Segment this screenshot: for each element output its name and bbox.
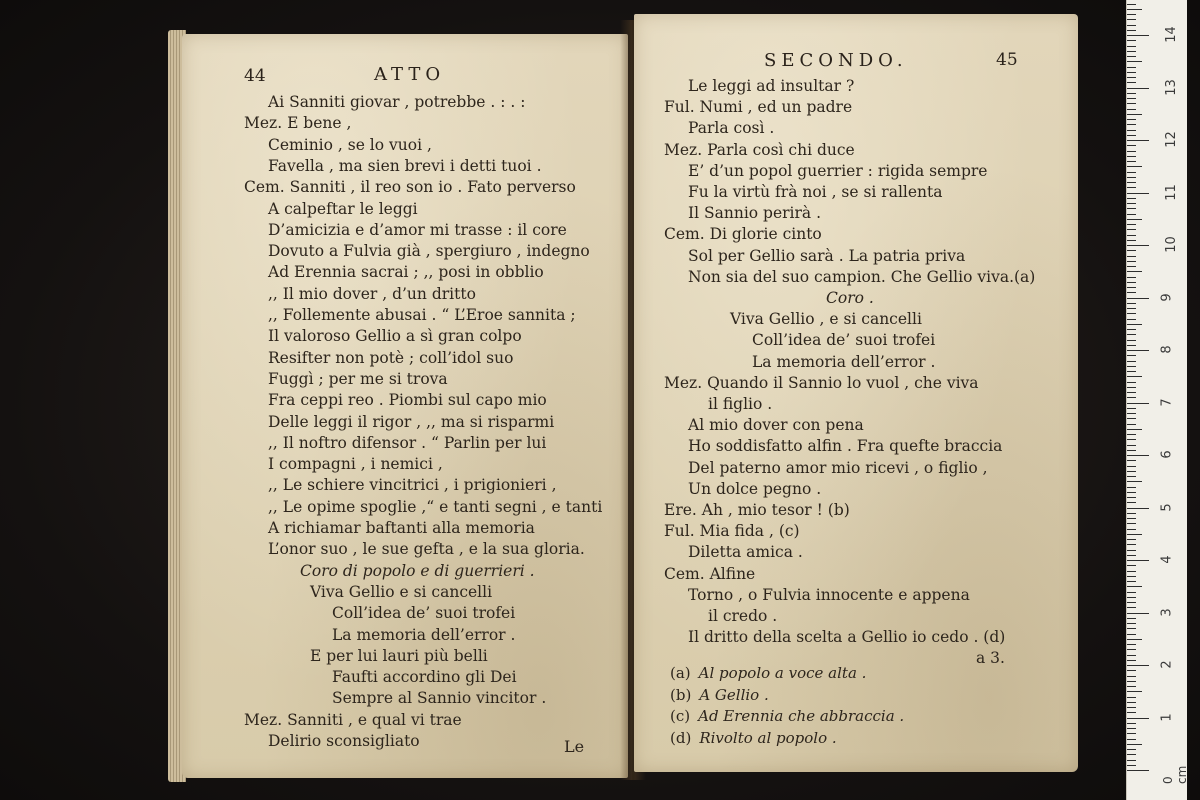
ruler-tick <box>1127 72 1136 73</box>
ruler-tick <box>1127 308 1136 309</box>
text-line: Ai Sanniti giovar , potrebbe . : . : <box>268 93 526 111</box>
ruler-tick <box>1127 156 1136 157</box>
text-line: il credo . <box>708 607 778 625</box>
ruler-tick <box>1127 418 1136 419</box>
ruler-tick <box>1127 560 1149 561</box>
ruler-tick <box>1127 119 1136 120</box>
ruler-tick <box>1127 497 1136 498</box>
speaker-line: Mez. Parla così chi duce <box>664 140 855 159</box>
text-line: A richiamar baftanti alla memoria <box>268 519 535 537</box>
ruler-tick <box>1127 592 1136 593</box>
text-line: La memoria dell’error . <box>752 352 936 371</box>
ruler-tick <box>1127 193 1149 194</box>
text-line: Favella , ma sien brevi i detti tuoi . <box>268 156 542 175</box>
stage-direction: Coro . <box>826 289 874 307</box>
ruler-tick <box>1127 235 1136 236</box>
text-line: Non sia del suo campion. Che Gellio viva.(a) <box>688 267 1036 286</box>
speaker-line: Ful. Numi , ed un padre <box>664 98 853 117</box>
text-line: I compagni , i nemici , <box>268 455 443 474</box>
ruler-tick <box>1127 271 1142 272</box>
text-line: Ho soddisfatto alfin . Fra quefte braccia <box>688 437 1003 456</box>
ruler-tick <box>1127 670 1136 671</box>
ruler-tick <box>1127 707 1136 708</box>
text-line: D’amicizia e d’amor mi trasse : il core <box>268 220 567 239</box>
page-number: 44 <box>244 66 266 86</box>
speaker-line: Mez. E bene , <box>244 114 352 133</box>
ruler-tick <box>1127 161 1136 162</box>
ruler-tick <box>1127 576 1136 577</box>
ruler-tick <box>1127 187 1136 188</box>
ruler-tick <box>1127 130 1136 131</box>
ruler-tick <box>1127 40 1136 41</box>
text-line: Le leggi ad insultar ? <box>688 77 855 95</box>
ruler-tick <box>1127 77 1136 78</box>
ruler-tick <box>1127 166 1142 167</box>
ruler-tick <box>1127 340 1136 341</box>
text-line: Diletta amica . <box>688 543 803 562</box>
ruler-tick <box>1127 319 1136 320</box>
ruler-tick <box>1127 345 1136 346</box>
ruler-tick <box>1127 172 1136 173</box>
ruler-tick <box>1127 177 1136 178</box>
ruler-tick <box>1127 82 1136 83</box>
ruler-tick <box>1127 245 1149 246</box>
ruler-tick <box>1127 324 1142 325</box>
text-line: La memoria dell’error . <box>332 625 516 644</box>
ruler-tick <box>1127 413 1136 414</box>
ruler-tick <box>1127 565 1136 566</box>
ruler-tick <box>1127 749 1136 750</box>
ruler-number: 3 <box>1159 607 1175 617</box>
ruler-tick <box>1127 765 1136 766</box>
ruler-tick <box>1127 702 1136 703</box>
ruler-tick <box>1127 151 1136 152</box>
ruler-tick <box>1127 739 1136 740</box>
ruler-tick <box>1127 250 1136 251</box>
ruler-tick <box>1127 266 1136 267</box>
ruler-tick <box>1127 203 1136 204</box>
ruler-tick <box>1127 303 1136 304</box>
ruler-number: 7 <box>1159 397 1175 407</box>
ruler-tick <box>1127 681 1136 682</box>
ruler-tick <box>1127 628 1136 629</box>
ruler-tick <box>1127 240 1136 241</box>
ruler-tick <box>1127 691 1142 692</box>
ruler-tick <box>1127 51 1136 52</box>
ruler-tick <box>1127 61 1142 62</box>
ruler-tick <box>1127 135 1136 136</box>
ruler-tick <box>1127 639 1142 640</box>
ruler-tick <box>1127 555 1136 556</box>
ruler-tick <box>1127 550 1136 551</box>
ruler-tick <box>1127 145 1136 146</box>
left-page <box>182 34 628 778</box>
text-line: Resifter non potè ; coll’idol suo <box>268 348 514 367</box>
ruler-tick <box>1127 208 1136 209</box>
ruler-tick <box>1127 256 1136 257</box>
text-line: Viva Gellio , e si cancelli <box>730 310 922 329</box>
text-line: Il valoroso Gellio a sì gran colpo <box>268 327 522 346</box>
ruler-tick <box>1127 508 1149 509</box>
ruler-tick <box>1127 9 1142 10</box>
ruler-tick <box>1127 634 1136 635</box>
ruler-tick <box>1127 613 1149 614</box>
right-page <box>634 14 1078 772</box>
speaker-line: Ere. Ah , mio tesor ! (b) <box>664 501 850 519</box>
text-line: il figlio . <box>708 395 773 413</box>
ruler-tick <box>1127 655 1136 656</box>
speaker-line: Cem. Alfine <box>664 564 756 583</box>
ruler-tick <box>1127 571 1136 572</box>
ruler-tick <box>1127 334 1136 335</box>
ruler-tick <box>1127 350 1149 351</box>
ruler-tick <box>1127 277 1136 278</box>
ruler-tick <box>1127 361 1136 362</box>
text-line: Sol per Gellio sarà . La patria priva <box>688 246 966 265</box>
ruler-tick <box>1127 471 1136 472</box>
ruler-number: 2 <box>1159 660 1175 669</box>
footnote-mark: (a) <box>670 664 691 682</box>
text-line: Dovuto a Fulvia già , spergiuro , indegno <box>268 242 590 261</box>
ruler-tick <box>1127 261 1136 262</box>
ruler-tick <box>1127 35 1149 36</box>
ruler-tick <box>1127 403 1149 404</box>
text-line: ,, Follemente abusai . “ L’Eroe sannita ; <box>268 306 576 324</box>
footnote-mark: (d) <box>670 728 692 747</box>
ruler-tick <box>1127 30 1136 31</box>
ruler-tick <box>1127 88 1149 89</box>
running-head: ATTO <box>374 64 446 85</box>
ruler-tick <box>1127 424 1136 425</box>
ruler-number: 5 <box>1159 502 1175 512</box>
ruler-tick <box>1127 529 1136 530</box>
ruler-tick <box>1127 644 1136 645</box>
ruler-tick <box>1127 581 1136 582</box>
text-line: ,, Il mio dover , d’un dritto <box>268 284 476 303</box>
ruler-tick <box>1127 607 1136 608</box>
ruler-tick <box>1127 770 1149 771</box>
page-number: 45 <box>996 50 1018 70</box>
ruler-tick <box>1127 712 1136 713</box>
ruler-tick <box>1127 124 1136 125</box>
ruler-tick <box>1127 754 1136 755</box>
text-line: A calpeftar le leggi <box>268 199 418 218</box>
ruler-tick <box>1127 224 1136 225</box>
text-line: Viva Gellio e si cancelli <box>310 582 493 601</box>
ruler-tick <box>1127 355 1136 356</box>
text-line: Ceminio , se lo vuoi , <box>268 135 432 154</box>
ruler-number: 11 <box>1163 183 1179 201</box>
text-line: Ad Erennia sacrai ; ,, posi in obblio <box>268 263 544 282</box>
speaker-line: Cem. Sanniti , il reo son io . Fato perverso <box>244 178 576 197</box>
ruler-tick <box>1127 282 1136 283</box>
footnote-text: A Gellio . <box>699 685 769 704</box>
ruler-tick <box>1127 103 1136 104</box>
text-line: a 3. <box>976 649 1005 668</box>
ruler-tick <box>1127 450 1136 451</box>
ruler-tick <box>1127 67 1136 68</box>
ruler-tick <box>1127 214 1136 215</box>
text-line: Coll’idea de’ suoi trofei <box>332 604 516 623</box>
footnote-mark: (b) <box>670 685 692 704</box>
ruler-tick <box>1127 460 1136 461</box>
ruler-tick <box>1127 140 1149 141</box>
footnote-text: Rivolto al popolo . <box>699 728 837 747</box>
ruler-tick <box>1127 198 1136 199</box>
ruler-number: 1 <box>1159 712 1175 722</box>
ruler-tick <box>1127 597 1136 598</box>
ruler-tick <box>1127 697 1136 698</box>
ruler-tick <box>1127 298 1149 299</box>
text-line: ,, Il noftro difensor . “ Parlin per lui <box>268 433 547 452</box>
ruler-number: 4 <box>1159 555 1175 564</box>
ruler-tick <box>1127 660 1136 661</box>
ruler-tick <box>1127 93 1136 94</box>
ruler-tick <box>1127 760 1136 761</box>
ruler-tick <box>1127 397 1136 398</box>
text-line: Fra ceppi reo . Piombi sul capo mio <box>268 391 547 410</box>
ruler-tick <box>1127 676 1136 677</box>
ruler-tick <box>1127 744 1142 745</box>
measuring-ruler <box>1126 0 1187 800</box>
text-line: Fuggì ; per me si trova <box>268 369 448 388</box>
ruler-tick <box>1127 114 1142 115</box>
text-line: Torno , o Fulvia innocente e appena <box>688 585 970 604</box>
ruler-tick <box>1127 733 1136 734</box>
text-line: Un dolce pegno . <box>688 479 822 498</box>
text-line: ,, Le schiere vincitrici , i prigionieri , <box>268 476 557 495</box>
ruler-tick <box>1127 455 1149 456</box>
ruler-tick <box>1127 387 1136 388</box>
ruler-tick <box>1127 481 1142 482</box>
ruler-number: 10 <box>1163 236 1179 253</box>
ruler-tick <box>1127 523 1136 524</box>
speaker-line: Mez. Quando il Sannio lo vuol , che viva <box>664 373 979 392</box>
footnote-text: Ad Erennia che abbraccia . <box>698 707 905 725</box>
ruler-tick <box>1127 665 1149 666</box>
text-line: L’onor suo , le sue gefta , e la sua gloria. <box>268 540 585 559</box>
text-line: Faufti accordino gli Dei <box>332 668 517 687</box>
ruler-number: 8 <box>1159 345 1175 354</box>
ruler-tick <box>1127 544 1136 545</box>
ruler-tick <box>1127 366 1136 367</box>
footnote <box>670 685 769 704</box>
ruler-tick <box>1127 46 1136 47</box>
ruler-tick <box>1127 408 1136 409</box>
text-line: Fu la virtù frà noi , se si rallenta <box>688 183 943 201</box>
ruler-tick <box>1127 623 1136 624</box>
ruler-tick <box>1127 313 1136 314</box>
ruler-tick <box>1127 445 1136 446</box>
ruler-tick <box>1127 476 1136 477</box>
ruler-tick <box>1127 586 1142 587</box>
text-line: Delle leggi il rigor , ,, ma si risparmi <box>268 412 555 431</box>
ruler-tick <box>1127 518 1136 519</box>
text-line: Parla così . <box>688 119 775 138</box>
text-line: Del paterno amor mio ricevi , o figlio , <box>688 458 988 477</box>
footnote-mark: (c) <box>670 707 691 725</box>
footnote <box>670 728 837 747</box>
ruler-tick <box>1127 539 1136 540</box>
ruler-tick <box>1127 466 1136 467</box>
speaker-line: Mez. Sanniti , e qual vi trae <box>244 710 462 729</box>
text-line: Il Sannio perirà . <box>688 204 822 223</box>
ruler-tick <box>1127 728 1136 729</box>
text-line: E’ d’un popol guerrier : rigida sempre <box>688 161 988 180</box>
ruler-number: 14 <box>1163 26 1179 43</box>
ruler-tick <box>1127 534 1142 535</box>
ruler-number: 6 <box>1159 450 1175 459</box>
ruler-tick <box>1127 513 1136 514</box>
text-line: E per lui lauri più belli <box>310 646 488 665</box>
text-line: Coll’idea de’ suoi trofei <box>752 331 936 350</box>
speaker-line: Cem. Di glorie cinto <box>664 225 822 244</box>
ruler-tick <box>1127 287 1136 288</box>
running-head: SECONDO. <box>764 50 908 71</box>
ruler-tick <box>1127 56 1136 57</box>
ruler-tick <box>1127 723 1136 724</box>
ruler-tick <box>1127 371 1136 372</box>
speaker-line: Ful. Mia fida , (c) <box>664 522 800 541</box>
text-line: Al mio dover con pena <box>688 416 864 435</box>
ruler-tick <box>1127 487 1136 488</box>
ruler-tick <box>1127 718 1149 719</box>
ruler-tick <box>1127 182 1136 183</box>
ruler-number: 13 <box>1163 78 1179 96</box>
open-book <box>168 14 1080 784</box>
ruler-tick <box>1127 492 1136 493</box>
ruler-tick <box>1127 382 1136 383</box>
footnote <box>670 709 904 724</box>
ruler-tick <box>1127 429 1142 430</box>
ruler-tick <box>1127 229 1136 230</box>
ruler-tick <box>1127 686 1136 687</box>
footnote <box>670 666 866 681</box>
catchword: Le <box>564 737 585 756</box>
ruler-tick <box>1127 25 1136 26</box>
ruler-tick <box>1127 219 1142 220</box>
ruler-tick <box>1127 376 1142 377</box>
ruler-tick <box>1127 109 1136 110</box>
ruler-tick <box>1127 502 1136 503</box>
ruler-tick <box>1127 14 1136 15</box>
ruler-tick <box>1127 618 1136 619</box>
ruler-number: 9 <box>1159 292 1175 302</box>
ruler-tick <box>1127 4 1136 5</box>
ruler-tick <box>1127 434 1136 435</box>
text-line: Delirio sconsigliato <box>268 732 420 750</box>
text-line: ,, Le opime spoglie ,“ e tanti segni , e tanti <box>268 497 603 516</box>
footnote-text: Al popolo a voce alta . <box>698 664 867 682</box>
ruler-number: 12 <box>1163 131 1179 148</box>
text-line: Sempre al Sannio vincitor . <box>332 689 547 708</box>
ruler-tick <box>1127 19 1136 20</box>
ruler-tick <box>1127 439 1136 440</box>
text-line: Il dritto della scelta a Gellio io cedo . (d) <box>688 628 1006 647</box>
ruler-tick <box>1127 292 1136 293</box>
stage-direction: Coro di popolo e di guerrieri . <box>300 561 535 580</box>
ruler-tick <box>1127 392 1136 393</box>
ruler-tick <box>1127 98 1136 99</box>
ruler-tick <box>1127 602 1136 603</box>
ruler-tick <box>1127 649 1136 650</box>
ruler-tick <box>1127 329 1136 330</box>
ruler-unit-label: 0 cm <box>1161 765 1189 784</box>
